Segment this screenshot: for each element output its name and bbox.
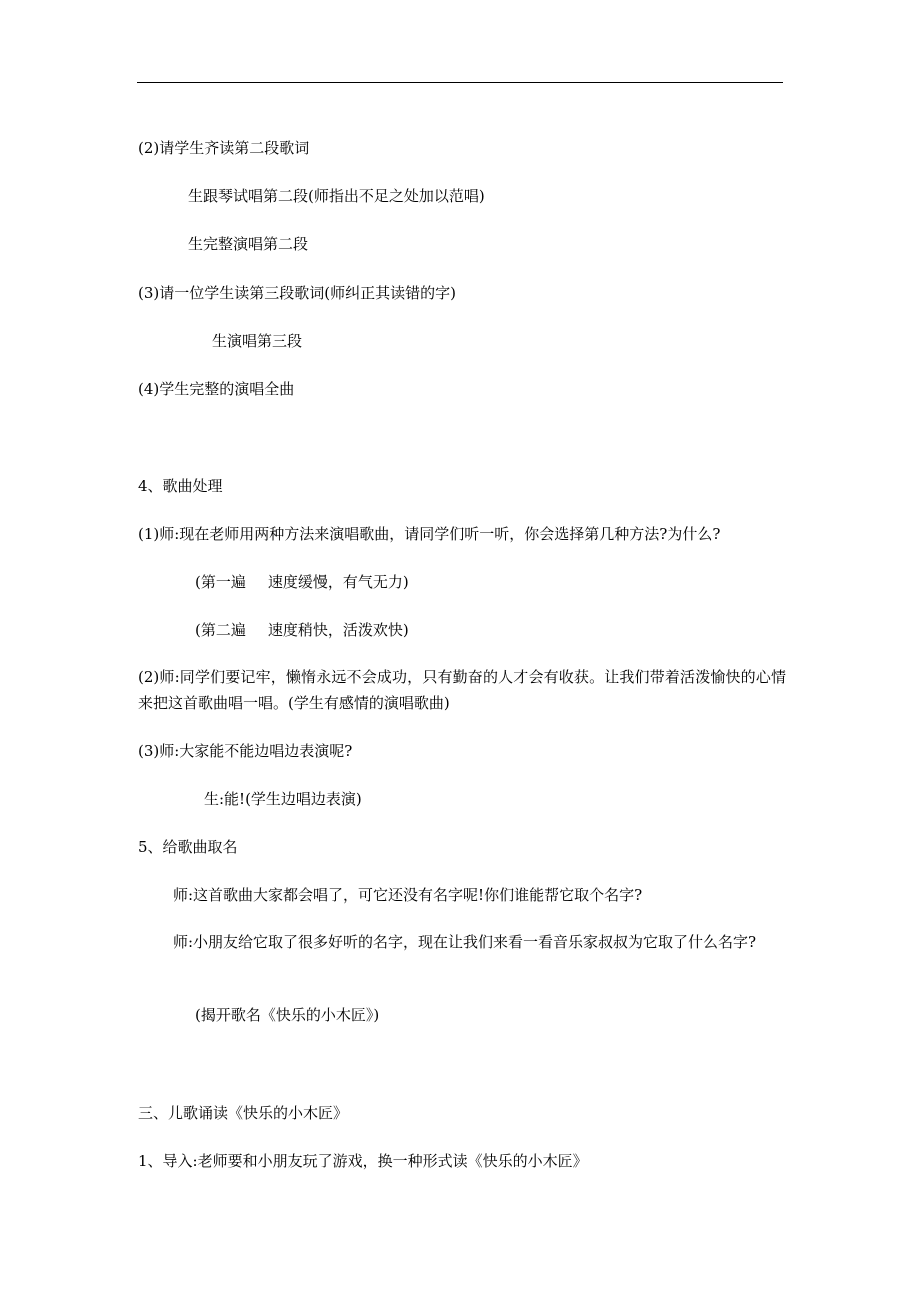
section-5-teacher-2: 师:小朋友给它取了很多好听的名字，现在让我们来看一看音乐家叔叔为它取了什么名字? <box>173 933 757 951</box>
step-2-full-sing: 生完整演唱第二段 <box>188 235 309 253</box>
first-pass-desc: 速度缓慢，有气无力) <box>267 573 409 591</box>
section-4-heading: 4、歌曲处理 <box>138 477 223 495</box>
header-rule <box>137 82 783 83</box>
second-pass-label: (第二遍 <box>195 621 246 639</box>
section-4-item-3: (3)师:大家能不能边唱边表演呢? <box>138 742 353 760</box>
first-pass-label: (第一遍 <box>195 573 246 591</box>
section-5-heading: 5、给歌曲取名 <box>138 838 238 856</box>
section-5-teacher-1: 师:这首歌曲大家都会唱了，可它还没有名字呢!你们谁能帮它取个名字? <box>173 886 643 904</box>
second-pass-note <box>195 620 409 640</box>
student-response: 生:能!(学生边唱边表演) <box>204 790 362 808</box>
first-pass-note <box>195 572 409 592</box>
step-4-sing-whole-song: (4)学生完整的演唱全曲 <box>138 380 295 398</box>
step-2-read-verse-2: (2)请学生齐读第二段歌词 <box>138 139 310 157</box>
reveal-song-title: (揭开歌名《快乐的小木匠》) <box>195 1006 380 1024</box>
step-3-read-verse-3: (3)请一位学生读第三段歌词(师纠正其读错的字) <box>138 284 456 302</box>
second-pass-desc: 速度稍快，活泼欢快) <box>267 621 409 639</box>
section-4-item-2: (2)师:同学们要记牢，懒惰永远不会成功，只有勤奋的人才会有收获。让我们带着活泼愉快的心情来把这首歌曲唱一唱。(学生有感情的演唱歌曲) <box>138 668 786 712</box>
part-3-heading: 三、儿歌诵读《快乐的小木匠》 <box>138 1104 349 1122</box>
part-3-item-1: 1、导入:老师要和小朋友玩了游戏，换一种形式读《快乐的小木匠》 <box>138 1152 588 1170</box>
step-3-sing-verse-3: 生演唱第三段 <box>212 332 303 350</box>
step-2-sing-with-piano: 生跟琴试唱第二段(师指出不足之处加以范唱) <box>188 187 485 205</box>
section-4-item-1: (1)师:现在老师用两种方法来演唱歌曲，请同学们听一听，你会选择第几种方法?为什么? <box>138 525 721 543</box>
